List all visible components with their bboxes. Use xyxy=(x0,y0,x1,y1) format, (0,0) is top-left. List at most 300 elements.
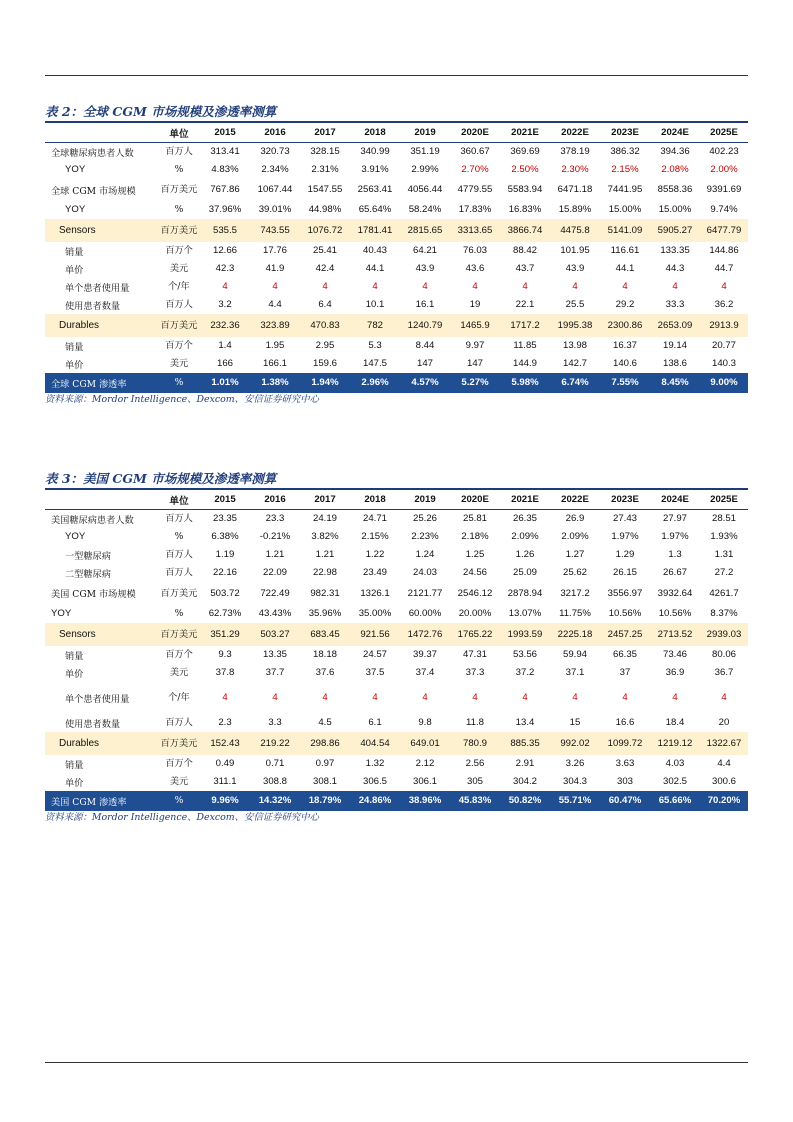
value-cell: 4 xyxy=(622,281,628,292)
table-row xyxy=(45,682,748,714)
header-cell: 2017 xyxy=(314,127,336,138)
table-row xyxy=(45,314,748,337)
row-unit: 百万个 xyxy=(165,245,193,256)
value-cell: 42.4 xyxy=(315,263,335,274)
value-cell: 304.2 xyxy=(512,776,537,787)
table-2-title: 表 2：全球 CGM 市场规模及渗透率测算 xyxy=(45,104,277,119)
row-label: 全球 CGM 渗透率 xyxy=(45,373,158,393)
value-cell: 24.86% xyxy=(350,791,400,811)
value-cell: 11.8 xyxy=(466,717,484,728)
value-cell: 142.7 xyxy=(562,358,587,369)
value-cell: 24.71 xyxy=(362,513,387,525)
value-cell: 24.56 xyxy=(462,567,487,578)
value-cell: 1781.41 xyxy=(350,219,400,242)
value-cell: 17.83% xyxy=(458,204,492,215)
row-unit: 百万人 xyxy=(165,513,193,525)
value-cell: 2225.18 xyxy=(550,623,600,646)
value-cell: 55.71% xyxy=(550,791,600,811)
value-cell: 20.77 xyxy=(711,340,736,351)
header-cell: 单位 xyxy=(169,128,189,140)
value-cell: 7441.95 xyxy=(607,184,643,195)
value-cell: 26.35 xyxy=(512,513,537,525)
table-row xyxy=(45,791,748,811)
value-cell: 320.73 xyxy=(260,146,290,158)
value-cell: 4.4 xyxy=(268,299,282,310)
value-cell: 0.49 xyxy=(215,758,235,769)
header-cell: 2022E xyxy=(561,494,589,505)
value-cell: 722.49 xyxy=(260,587,290,599)
value-cell: 351.29 xyxy=(200,623,250,646)
value-cell: 16.83% xyxy=(508,204,542,215)
value-cell: 1.32 xyxy=(365,758,385,769)
value-cell: 36.7 xyxy=(714,667,734,678)
value-cell: 1.93% xyxy=(710,531,738,542)
value-cell: 302.5 xyxy=(662,776,687,787)
value-cell: 4 xyxy=(422,692,428,703)
value-cell: 1.27 xyxy=(565,549,585,560)
value-cell: 152.43 xyxy=(200,732,250,755)
value-cell: 37.2 xyxy=(515,667,535,678)
table-row xyxy=(45,605,748,623)
value-cell: 1.21 xyxy=(265,549,285,560)
table-row xyxy=(45,161,748,179)
row-unit: 百万个 xyxy=(165,649,193,660)
value-cell: 23.35 xyxy=(212,513,237,525)
value-cell: 4261.7 xyxy=(709,587,739,599)
header-cell: 2019 xyxy=(414,127,436,138)
value-cell: 378.19 xyxy=(560,146,590,158)
value-cell: 4 xyxy=(522,281,528,292)
row-unit: 个/年 xyxy=(168,692,190,703)
value-cell: 885.35 xyxy=(500,732,550,755)
value-cell: 4 xyxy=(472,281,478,292)
table-3-source: 资料来源：Mordor Intelligence、Dexcom、安信证券研究中心 xyxy=(45,811,320,823)
value-cell: 26.15 xyxy=(612,567,637,578)
value-cell: 22.16 xyxy=(212,567,237,578)
row-unit: 美元 xyxy=(169,263,189,274)
value-cell: 19.14 xyxy=(662,340,687,351)
value-cell: 2.18% xyxy=(461,531,489,542)
value-cell: 33.3 xyxy=(665,299,685,310)
value-cell: 386.32 xyxy=(610,146,640,158)
row-label: 全球糖尿病患者人数 xyxy=(51,147,134,159)
table-2-source: 资料来源：Mordor Intelligence、Dexcom、安信证券研究中心 xyxy=(45,393,320,405)
row-unit: 百万个 xyxy=(165,340,193,351)
row-unit: % xyxy=(174,608,184,619)
row-label: 一型糖尿病 xyxy=(65,550,111,562)
row-unit: 百万人 xyxy=(165,549,193,560)
value-cell: 1472.76 xyxy=(400,623,450,646)
value-cell: 3.2 xyxy=(218,299,232,310)
value-cell: 15.89% xyxy=(558,204,592,215)
value-cell: 22.09 xyxy=(262,567,287,578)
value-cell: 4 xyxy=(721,281,727,292)
value-cell: 323.89 xyxy=(250,314,300,337)
value-cell: 4475.8 xyxy=(550,219,600,242)
value-cell: 25.41 xyxy=(312,245,337,256)
table-row xyxy=(45,732,748,755)
row-unit: 美元 xyxy=(169,776,189,787)
value-cell: 166 xyxy=(216,358,233,369)
value-cell: 6.4 xyxy=(318,299,332,310)
row-label: 单价 xyxy=(65,668,84,680)
row-label: 美国 CGM 市场规模 xyxy=(51,589,136,600)
row-label: 单价 xyxy=(65,777,84,789)
value-cell: 4 xyxy=(322,281,328,292)
value-cell: 5.27% xyxy=(450,373,500,393)
row-unit: % xyxy=(174,204,184,215)
value-cell: 25.81 xyxy=(462,513,487,525)
value-cell: 305 xyxy=(466,776,483,787)
value-cell: 16.6 xyxy=(615,717,635,728)
value-cell: 70.20% xyxy=(700,791,748,811)
value-cell: 25.09 xyxy=(512,567,537,578)
value-cell: 2.09% xyxy=(511,531,539,542)
table-row xyxy=(45,260,748,278)
value-cell: 8558.36 xyxy=(657,184,693,195)
value-cell: 43.7 xyxy=(515,263,535,274)
row-label: 使用患者数量 xyxy=(65,300,121,312)
value-cell: 780.9 xyxy=(450,732,500,755)
value-cell: 6.74% xyxy=(550,373,600,393)
row-label: 销量 xyxy=(65,246,84,258)
value-cell: 2815.65 xyxy=(400,219,450,242)
value-cell: 4 xyxy=(672,692,678,703)
value-cell: 1.25 xyxy=(465,549,485,560)
value-cell: 76.03 xyxy=(462,245,487,256)
table-row xyxy=(45,755,748,773)
value-cell: 15 xyxy=(569,717,581,728)
table-row xyxy=(45,664,748,682)
value-cell: 43.9 xyxy=(565,263,585,274)
value-cell: 921.56 xyxy=(350,623,400,646)
value-cell: 503.27 xyxy=(250,623,300,646)
row-label: 二型糖尿病 xyxy=(65,568,111,580)
table-row xyxy=(45,510,748,528)
value-cell: 2.70% xyxy=(461,164,489,175)
value-cell: 4 xyxy=(222,281,228,292)
row-unit: 百万美元 xyxy=(158,219,200,242)
value-cell: 138.6 xyxy=(662,358,687,369)
value-cell: 144.9 xyxy=(512,358,537,369)
table-row xyxy=(45,355,748,373)
value-cell: 4 xyxy=(422,281,428,292)
value-cell: 219.22 xyxy=(250,732,300,755)
value-cell: 9.3 xyxy=(218,649,232,660)
value-cell: 470.83 xyxy=(300,314,350,337)
value-cell: 26.9 xyxy=(565,513,585,525)
table-2 xyxy=(45,121,748,393)
row-unit: 百万美元 xyxy=(160,184,198,195)
value-cell: 1717.2 xyxy=(500,314,550,337)
value-cell: 3.26 xyxy=(565,758,585,769)
value-cell: 5583.94 xyxy=(507,184,543,195)
table-3-header-row xyxy=(45,489,748,510)
value-cell: 15.00% xyxy=(608,204,642,215)
value-cell: 1.29 xyxy=(615,549,635,560)
value-cell: 14.32% xyxy=(250,791,300,811)
row-unit: 百万人 xyxy=(165,146,193,158)
value-cell: 328.15 xyxy=(310,146,340,158)
row-label: YOY xyxy=(65,164,86,175)
value-cell: 29.2 xyxy=(615,299,635,310)
value-cell: 0.97 xyxy=(315,758,335,769)
value-cell: 1995.38 xyxy=(550,314,600,337)
row-label: 单个患者使用量 xyxy=(65,693,130,705)
table-row xyxy=(45,714,748,732)
value-cell: 27.2 xyxy=(714,567,734,578)
value-cell: 116.61 xyxy=(610,245,640,256)
value-cell: 9.00% xyxy=(700,373,748,393)
value-cell: 1547.55 xyxy=(307,184,343,195)
value-cell: 1067.44 xyxy=(257,184,293,195)
value-cell: 4 xyxy=(522,692,528,703)
header-cell: 2025E xyxy=(710,127,738,138)
row-unit: 百万美元 xyxy=(158,314,200,337)
value-cell: 4 xyxy=(372,692,378,703)
header-cell: 2021E xyxy=(511,127,539,138)
value-cell: 166.1 xyxy=(262,358,287,369)
value-cell: 4.03 xyxy=(665,758,685,769)
row-label: 单价 xyxy=(65,264,84,276)
value-cell: 2878.94 xyxy=(507,587,543,599)
value-cell: 2546.12 xyxy=(457,587,493,599)
value-cell: 44.1 xyxy=(365,263,385,274)
table-2-body xyxy=(45,143,748,393)
value-cell: 37.3 xyxy=(465,667,485,678)
table-row xyxy=(45,564,748,582)
value-cell: 64.21 xyxy=(412,245,437,256)
value-cell: 2.91 xyxy=(515,758,535,769)
row-unit: 百万美元 xyxy=(158,732,200,755)
value-cell: 306.5 xyxy=(362,776,387,787)
value-cell: 9.97 xyxy=(465,340,485,351)
header-cell: 2025E xyxy=(710,494,738,505)
row-unit: 美元 xyxy=(169,667,189,678)
value-cell: 1240.79 xyxy=(400,314,450,337)
row-label: 单价 xyxy=(65,359,84,371)
value-cell: 2.95 xyxy=(315,340,335,351)
value-cell: 27.43 xyxy=(612,513,637,525)
value-cell: 13.4 xyxy=(515,717,535,728)
value-cell: 2.23% xyxy=(411,531,439,542)
value-cell: 1076.72 xyxy=(300,219,350,242)
value-cell: 50.82% xyxy=(500,791,550,811)
value-cell: 58.24% xyxy=(408,204,442,215)
value-cell: 59.94 xyxy=(562,649,587,660)
table-3-body xyxy=(45,510,748,811)
table-row xyxy=(45,143,748,161)
header-cell: 2021E xyxy=(511,494,539,505)
value-cell: 3.3 xyxy=(268,717,282,728)
value-cell: 10.56% xyxy=(658,608,692,619)
value-cell: 4 xyxy=(272,281,278,292)
value-cell: 19 xyxy=(469,299,481,310)
value-cell: 1099.72 xyxy=(600,732,650,755)
value-cell: 308.1 xyxy=(312,776,337,787)
row-label: YOY xyxy=(65,204,86,215)
value-cell: 26.67 xyxy=(662,567,687,578)
value-cell: 11.75% xyxy=(559,608,591,619)
row-label: 使用患者数量 xyxy=(65,718,121,730)
value-cell: 1219.12 xyxy=(650,732,700,755)
row-label: 美国 CGM 渗透率 xyxy=(45,791,158,811)
header-corner xyxy=(45,122,158,143)
table-2-header-row xyxy=(45,122,748,143)
value-cell: 140.6 xyxy=(612,358,637,369)
value-cell: 9391.69 xyxy=(706,184,742,195)
value-cell: 18.4 xyxy=(665,717,685,728)
value-cell: 11.85 xyxy=(513,340,537,351)
value-cell: 6471.18 xyxy=(557,184,593,195)
header-cell: 2015 xyxy=(214,127,236,138)
header-cell: 2019 xyxy=(414,494,436,505)
value-cell: 13.98 xyxy=(562,340,587,351)
value-cell: 17.76 xyxy=(262,245,287,256)
value-cell: 159.6 xyxy=(312,358,337,369)
value-cell: 7.55% xyxy=(600,373,650,393)
table-row xyxy=(45,296,748,314)
header-cell: 2023E xyxy=(611,127,639,138)
table-row xyxy=(45,623,748,646)
value-cell: 4 xyxy=(222,692,228,703)
value-cell: 35.00% xyxy=(358,608,392,619)
table-3 xyxy=(45,488,748,811)
table-3-block xyxy=(45,470,748,825)
value-cell: 535.5 xyxy=(200,219,250,242)
value-cell: 767.86 xyxy=(210,184,240,195)
value-cell: 9.8 xyxy=(418,717,432,728)
value-cell: 22.98 xyxy=(312,567,337,578)
value-cell: 144.86 xyxy=(709,245,739,256)
value-cell: 982.31 xyxy=(310,587,340,599)
value-cell: 4.83% xyxy=(211,164,239,175)
value-cell: 20.00% xyxy=(458,608,492,619)
value-cell: 43.6 xyxy=(465,263,485,274)
value-cell: 1.22 xyxy=(365,549,385,560)
value-cell: 1322.67 xyxy=(700,732,748,755)
value-cell: 394.36 xyxy=(660,146,690,158)
value-cell: 1765.22 xyxy=(450,623,500,646)
value-cell: 300.6 xyxy=(711,776,736,787)
value-cell: 1.21 xyxy=(315,549,335,560)
value-cell: 24.57 xyxy=(362,649,387,660)
value-cell: 20 xyxy=(718,717,730,728)
value-cell: 2713.52 xyxy=(650,623,700,646)
value-cell: 311.1 xyxy=(213,776,237,787)
value-cell: 306.1 xyxy=(412,776,437,787)
value-cell: 2.12 xyxy=(415,758,435,769)
value-cell: 2.09% xyxy=(561,531,589,542)
value-cell: 3932.64 xyxy=(657,587,693,599)
header-cell: 2016 xyxy=(264,127,286,138)
value-cell: 23.3 xyxy=(265,513,285,525)
row-label: 销量 xyxy=(65,650,84,662)
table-row xyxy=(45,373,748,393)
value-cell: 37.5 xyxy=(365,667,385,678)
table-row xyxy=(45,773,748,791)
value-cell: 65.66% xyxy=(650,791,700,811)
value-cell: 18.18 xyxy=(312,649,337,660)
value-cell: 5.98% xyxy=(500,373,550,393)
row-label: 全球 CGM 市场规模 xyxy=(51,185,136,197)
value-cell: 4 xyxy=(472,692,478,703)
row-label: 销量 xyxy=(65,759,84,771)
value-cell: 4 xyxy=(272,692,278,703)
value-cell: 2.30% xyxy=(561,164,589,175)
value-cell: 4 xyxy=(572,281,578,292)
value-cell: 4779.55 xyxy=(457,184,493,195)
value-cell: 39.37 xyxy=(412,649,437,660)
table-row xyxy=(45,242,748,260)
value-cell: 101.95 xyxy=(560,245,590,256)
row-unit: 个/年 xyxy=(168,281,190,292)
value-cell: 404.54 xyxy=(350,732,400,755)
value-cell: 992.02 xyxy=(550,732,600,755)
value-cell: 10.56% xyxy=(608,608,642,619)
value-cell: 16.1 xyxy=(415,299,435,310)
value-cell: 37 xyxy=(619,667,631,678)
value-cell: 782 xyxy=(350,314,400,337)
value-cell: 41.9 xyxy=(265,263,285,274)
table-row xyxy=(45,582,748,605)
value-cell: 3.63 xyxy=(615,758,635,769)
header-cell: 2016 xyxy=(264,494,286,505)
header-rule xyxy=(45,75,748,76)
header-cell: 2018 xyxy=(364,127,386,138)
header-cell: 2022E xyxy=(561,127,589,138)
value-cell: 9.96% xyxy=(200,791,250,811)
value-cell: 4 xyxy=(672,281,678,292)
value-cell: 37.1 xyxy=(565,667,585,678)
value-cell: 80.06 xyxy=(711,649,736,660)
value-cell: 8.37% xyxy=(710,608,738,619)
value-cell: 4.57% xyxy=(400,373,450,393)
value-cell: 39.01% xyxy=(258,204,292,215)
row-unit: % xyxy=(158,373,200,393)
value-cell: 2.15% xyxy=(361,531,389,542)
value-cell: 8.45% xyxy=(650,373,700,393)
value-cell: 4056.44 xyxy=(407,184,443,195)
value-cell: 3313.65 xyxy=(450,219,500,242)
value-cell: 3556.97 xyxy=(607,587,643,599)
value-cell: 28.51 xyxy=(711,513,736,525)
value-cell: 25.5 xyxy=(565,299,585,310)
value-cell: 2563.41 xyxy=(357,184,393,195)
value-cell: 1465.9 xyxy=(450,314,500,337)
table-row xyxy=(45,219,748,242)
value-cell: 1.94% xyxy=(300,373,350,393)
value-cell: 10.1 xyxy=(365,299,385,310)
value-cell: 13.35 xyxy=(262,649,287,660)
value-cell: 45.83% xyxy=(450,791,500,811)
value-cell: 1.31 xyxy=(714,549,734,560)
value-cell: 44.98% xyxy=(308,204,342,215)
value-cell: 140.3 xyxy=(711,358,736,369)
value-cell: 43.9 xyxy=(415,263,435,274)
value-cell: 8.44 xyxy=(415,340,435,351)
value-cell: 2121.77 xyxy=(407,587,443,599)
value-cell: 2939.03 xyxy=(700,623,748,646)
row-unit: 美元 xyxy=(169,358,189,369)
value-cell: 5.3 xyxy=(368,340,382,351)
value-cell: 147 xyxy=(416,358,433,369)
value-cell: 37.8 xyxy=(215,667,235,678)
row-unit: 百万个 xyxy=(165,758,193,769)
value-cell: 43.43% xyxy=(258,608,292,619)
table-row xyxy=(45,201,748,219)
header-cell: 2023E xyxy=(611,494,639,505)
